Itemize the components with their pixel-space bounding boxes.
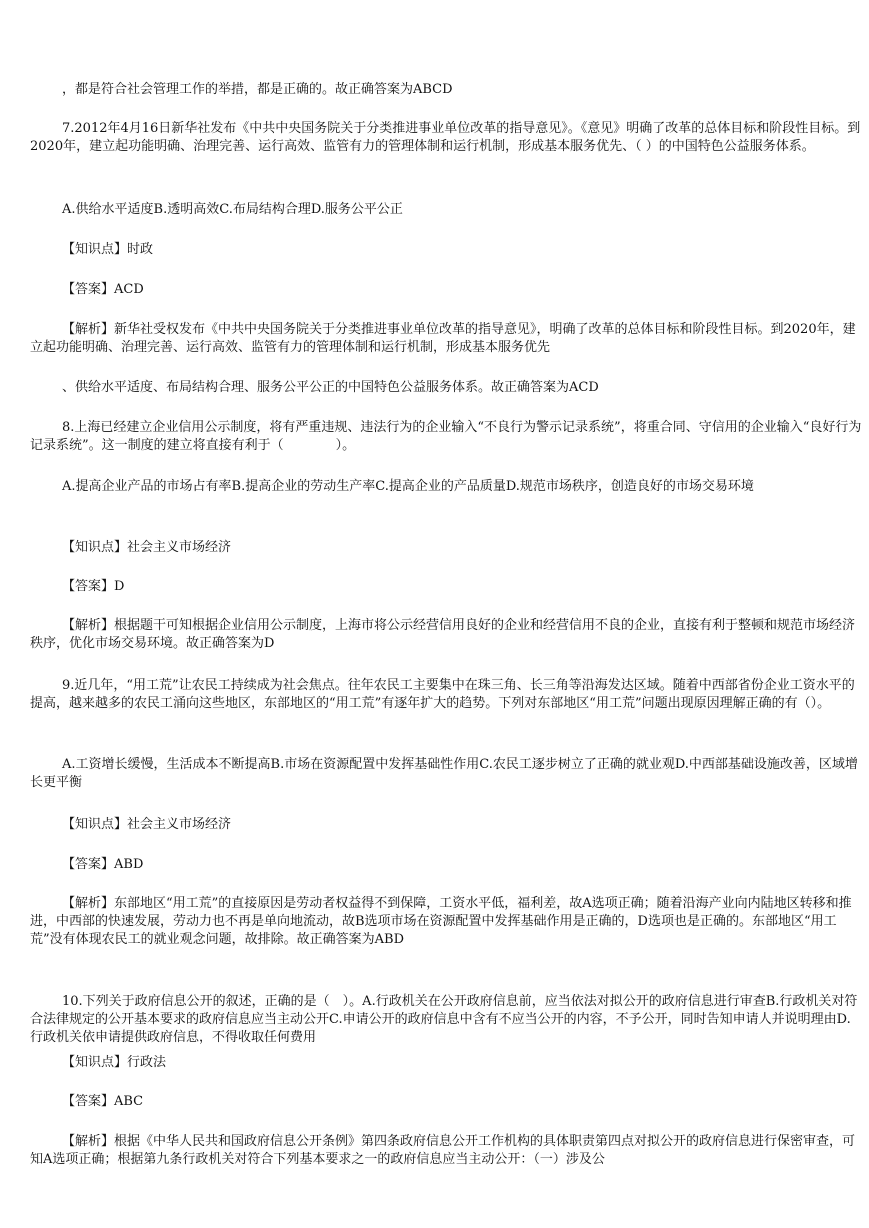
paragraph-q9-analysis: 【解析】东部地区“用工荒”的直接原因是劳动者权益得不到保障，工资水平低，福利差，故A选项正确；随着沿海产业向内陆地区转移和推进，中西部的快速发展，劳动力也不再是单向地流动，故B选项市场在资源配置中发挥基础作用是正确的，D选项也是正确的。东部地区“用工荒”没有体现农民工的就业观念问题，故排除。故正确答案为ABD: [30, 896, 852, 947]
paragraph-q7-analysis: 【解析】新华社受权发布《中共中央国务院关于分类推进事业单位改革的指导意见》，明确了改革的总体目标和阶段性目标。到2020年，建立起功能明确、治理完善、运行高效、监管有力的管理体制和运行机制，形成基本服务优先: [30, 322, 856, 355]
paragraph-q10-knowledge: 【知识点】行政法: [62, 1055, 167, 1070]
paragraph-q8-question: 8.上海已经建立企业信用公示制度，将有严重违规、违法行为的企业输入“不良行为警示记录系统”，将重合同、守信用的企业输入“良好行为记录系统”。这一制度的建立将直接有利于（ ）。: [30, 420, 862, 453]
paragraph-q9-answer: 【答案】ABD: [62, 857, 144, 872]
paragraph-q8-knowledge: 【知识点】社会主义市场经济: [62, 540, 232, 555]
paragraph-q7-knowledge: 【知识点】时政: [62, 242, 154, 257]
paragraph-q9-knowledge: 【知识点】社会主义市场经济: [62, 817, 232, 832]
paragraph-q7-analysis-cont: 、供给水平适度、布局结构合理、服务公平公正的中国特色公益服务体系。故正确答案为ACD: [62, 380, 599, 395]
paragraph-q6-tail: ，都是符合社会管理工作的举措，都是正确的。故正确答案为ABCD: [62, 82, 453, 97]
paragraph-q7-answer: 【答案】ACD: [62, 282, 144, 297]
paragraph-q7-options: A.供给水平适度B.透明高效C.布局结构合理D.服务公平公正: [62, 202, 403, 217]
paragraph-q8-options: A.提高企业产品的市场占有率B.提高企业的劳动生产率C.提高企业的产品质量D.规范市场秩序，创造良好的市场交易环境: [62, 479, 754, 494]
paragraph-q8-analysis: 【解析】根据题干可知根据企业信用公示制度，上海市将公示经营信用良好的企业和经营信用不良的企业，直接有利于整顿和规范市场经济秩序，优化市场交易环境。故正确答案为D: [30, 618, 856, 651]
paragraph-q10-analysis: 【解析】根据《中华人民共和国政府信息公开条例》第四条政府信息公开工作机构的具体职责第四点对拟公开的政府信息进行保密审查，可知A选项正确；根据第九条行政机关对符合下列基本要求之一的政府信息应当主动公开：（一）涉及公: [30, 1134, 856, 1167]
paragraph-q9-options: A.工资增长缓慢，生活成本不断提高B.市场在资源配置中发挥基础性作用C.农民工逐步树立了正确的就业观D.中西部基础设施改善，区域增长更平衡: [30, 757, 858, 790]
paragraph-q7-question: 7.2012年4月16日新华社发布《中共中央国务院关于分类推进事业单位改革的指导意见》。《意见》明确了改革的总体目标和阶段性目标。到2020年，建立起功能明确、治理完善、运行高效、监管有力的管理体制和运行机制，形成基本服务优先、（ ）的中国特色公益服务体系。: [30, 121, 861, 154]
paragraph-q10-answer: 【答案】ABC: [62, 1094, 144, 1109]
paragraph-q9-question: 9.近几年，“用工荒”让农民工持续成为社会焦点。往年农民工主要集中在珠三角、长三角等沿海发达区域。随着中西部省份企业工资水平的提高，越来越多的农民工涌向这些地区，东部地区的“用工荒”有逐年扩大的趋势。下列对东部地区“用工荒”问题出现原因理解正确的有（）。: [30, 678, 855, 711]
paragraph-q10-question: 10.下列关于政府信息公开的叙述，正确的是（ ）。A.行政机关在公开政府信息前，应当依法对拟公开的政府信息进行审查B.行政机关对符合法律规定的公开基本要求的政府信息应当主动公开C.申请公开的政府信息中含有不应当公开的内容，不予公开，同时告知申请人并说明理由D.行政机关依申请提供政府信息，不得收取任何费用: [30, 994, 858, 1045]
paragraph-q8-answer: 【答案】D: [62, 579, 125, 594]
